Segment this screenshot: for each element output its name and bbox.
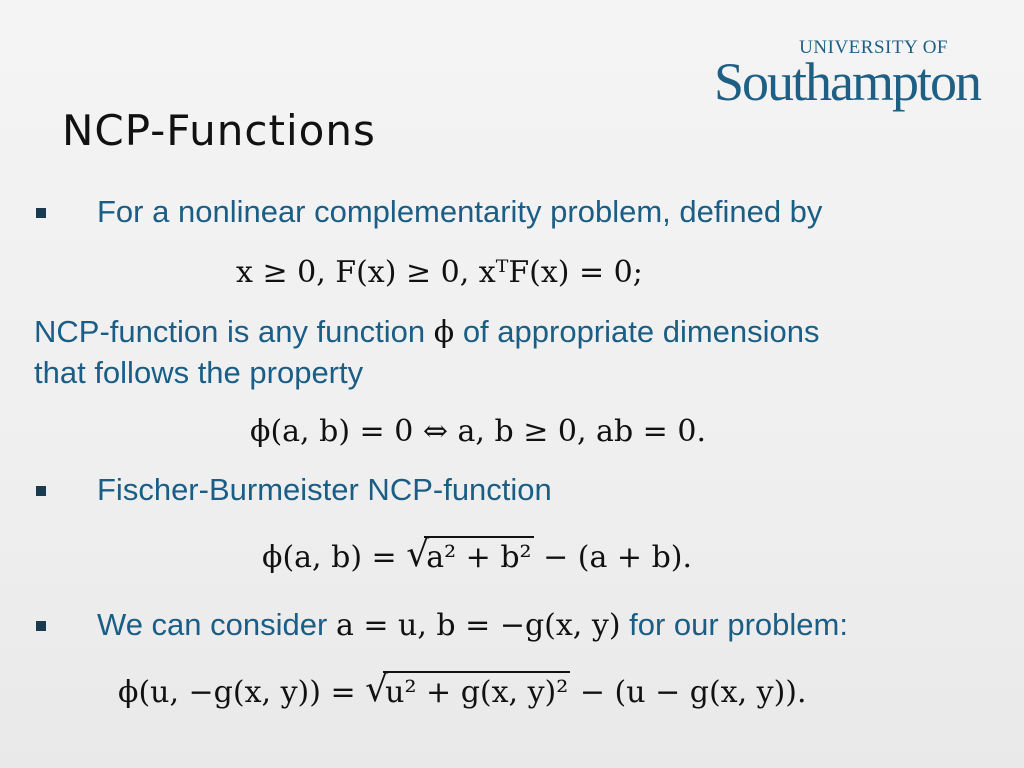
- equation-ncp-property: ϕ(a, b) = 0 ⇔ a, b ≥ 0, ab = 0.: [250, 414, 706, 449]
- paragraph-text-prefix: NCP-function is any function: [34, 314, 434, 349]
- substitution-math: a = u, b = −g(x, y): [335, 608, 621, 643]
- radical-sign-icon: √: [365, 669, 389, 710]
- bullet-text-suffix: for our problem:: [620, 607, 848, 642]
- square-root: [365, 669, 570, 710]
- bullet-text: For a nonlinear complementarity problem, defined by: [97, 194, 823, 229]
- bullet-marker: [36, 486, 46, 496]
- paragraph-text-suffix: of appropriate dimensions: [454, 314, 820, 349]
- bullet-marker: [36, 208, 46, 218]
- phi-symbol: ϕ: [433, 315, 455, 350]
- radical-sign-icon: √: [406, 534, 430, 575]
- logo-line-southampton: Southampton: [713, 52, 980, 112]
- bullet-text: [97, 607, 848, 643]
- slide-title: NCP-Functions: [62, 106, 376, 155]
- bullet-text-prefix: We can consider: [97, 607, 336, 642]
- radicand: a² + b²: [424, 536, 533, 575]
- equation-left: ϕ(u, −g(x, y)) =: [118, 675, 366, 710]
- paragraph-line-2: that follows the property: [34, 355, 364, 390]
- logo-line-university-of: UNIVERSITY OF: [799, 37, 948, 58]
- paragraph-line-1: [34, 312, 994, 353]
- university-logo: [713, 37, 980, 112]
- equation-fischer-burmeister: [262, 534, 693, 575]
- radicand: u² + g(x, y)²: [383, 671, 570, 710]
- equation-left: ϕ(a, b) =: [262, 540, 407, 575]
- equation-right: − (u − g(x, y)).: [570, 675, 807, 710]
- bullet-marker: [36, 621, 46, 631]
- bullet-text: Fischer-Burmeister NCP-function: [97, 472, 552, 507]
- paragraph-ncp-function: [34, 312, 994, 393]
- equation-problem-ncp: [118, 669, 807, 710]
- square-root: [406, 534, 533, 575]
- equation-right: − (a + b).: [533, 540, 693, 575]
- equation-ncp-definition: x ≥ 0, F(x) ≥ 0, xᵀF(x) = 0;: [236, 255, 643, 290]
